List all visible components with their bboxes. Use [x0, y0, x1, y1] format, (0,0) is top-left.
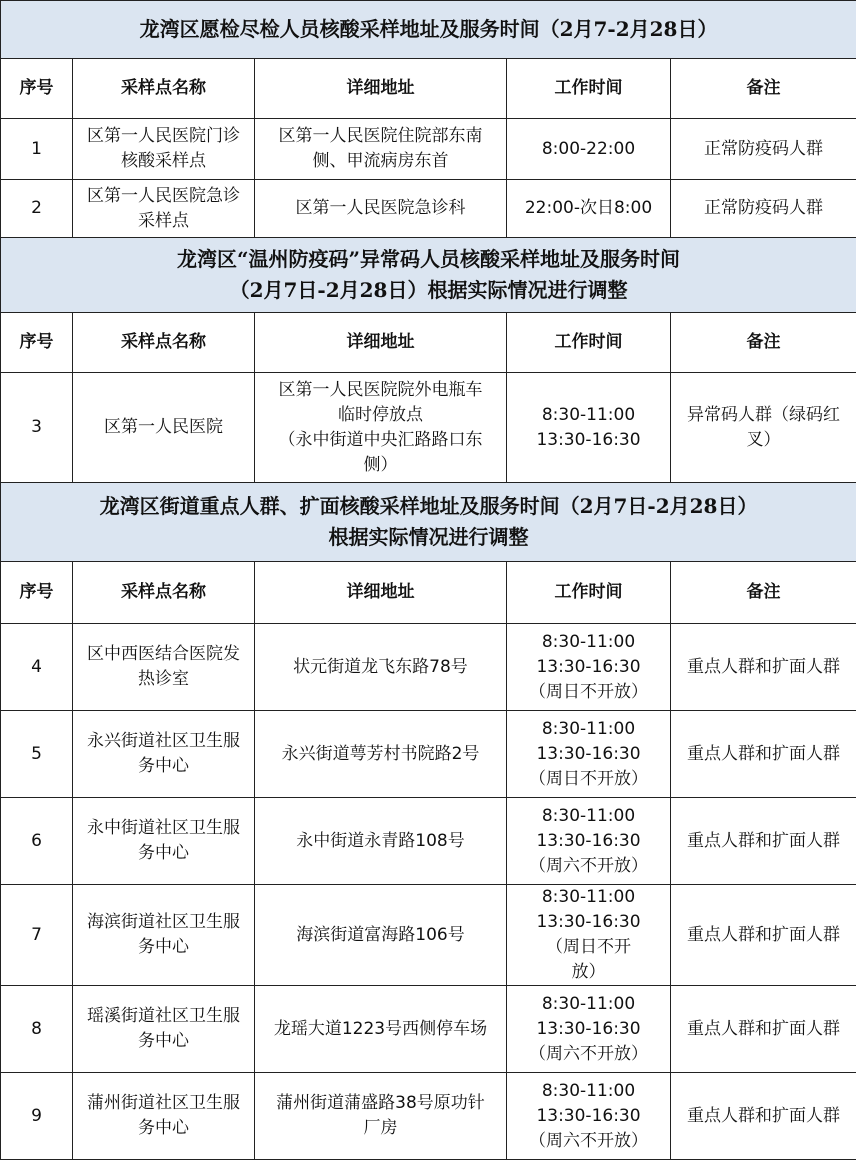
section-title — [1, 483, 856, 562]
cell-line: 正常防疫码人群 — [677, 196, 850, 221]
column-header: 备注 — [671, 59, 856, 119]
column-header: 工作时间 — [507, 59, 671, 119]
cell-line: 13:30-16:30 — [513, 1017, 664, 1042]
column-header: 详细地址 — [255, 59, 507, 119]
site-address — [255, 624, 507, 711]
table-row — [1, 624, 856, 711]
cell-line: （周六不开放） — [513, 854, 664, 879]
row-note — [671, 885, 856, 986]
cell-line: 8:30-11:00 — [513, 804, 664, 829]
column-header: 详细地址 — [255, 562, 507, 624]
cell-line: （周日不开 — [513, 935, 664, 960]
cell-line: 叉） — [677, 428, 850, 453]
site-address — [255, 986, 507, 1073]
cell-line: 8:30-11:00 — [513, 1079, 664, 1104]
table-row — [1, 180, 856, 238]
column-header-row — [1, 59, 856, 119]
site-address — [255, 119, 507, 180]
cell-line: 正常防疫码人群 — [677, 137, 850, 162]
column-header: 采样点名称 — [73, 313, 255, 373]
table-row — [1, 373, 856, 483]
row-note — [671, 180, 856, 238]
table-row — [1, 1073, 856, 1160]
site-address — [255, 180, 507, 238]
cell-line: 8:30-11:00 — [513, 717, 664, 742]
cell-line: 区第一人民医院门诊 — [79, 124, 248, 149]
site-address — [255, 798, 507, 885]
working-hours — [507, 986, 671, 1073]
cell-line: 8:30-11:00 — [513, 885, 664, 910]
cell-line: 瑶溪街道社区卫生服 — [79, 1004, 248, 1029]
cell-line: 龙湾区街道重点人群、扩面核酸采样地址及服务时间（2月7日-2月28日） — [11, 491, 846, 522]
column-header: 工作时间 — [507, 313, 671, 373]
cell-line: 重点人群和扩面人群 — [677, 655, 850, 680]
cell-line: 务中心 — [79, 754, 248, 779]
site-address — [255, 1073, 507, 1160]
cell-line: （周日不开放） — [513, 767, 664, 792]
cell-line: 放） — [513, 960, 664, 985]
column-header: 序号 — [1, 562, 73, 624]
cell-line: 8:30-11:00 — [513, 630, 664, 655]
cell-line: 区中西医结合医院发 — [79, 642, 248, 667]
column-header: 工作时间 — [507, 562, 671, 624]
column-header: 序号 — [1, 59, 73, 119]
cell-line: 8:30-11:00 — [513, 992, 664, 1017]
row-note — [671, 373, 856, 483]
column-header-row — [1, 313, 856, 373]
cell-line: 采样点 — [79, 209, 248, 234]
column-header: 序号 — [1, 313, 73, 373]
cell-line: 永中街道永青路108号 — [261, 829, 500, 854]
section-title-row — [1, 483, 856, 562]
cell-line: 8:30-11:00 — [513, 403, 664, 428]
column-header: 备注 — [671, 313, 856, 373]
cell-line: 重点人群和扩面人群 — [677, 1104, 850, 1129]
cell-line: 永兴街道社区卫生服 — [79, 729, 248, 754]
table-row — [1, 119, 856, 180]
cell-line: 区第一人民医院急诊科 — [261, 196, 500, 221]
site-name — [73, 180, 255, 238]
row-number: 2 — [1, 180, 73, 238]
table-row — [1, 986, 856, 1073]
cell-line: （2月7日-2月28日）根据实际情况进行调整 — [11, 275, 846, 306]
column-header: 采样点名称 — [73, 562, 255, 624]
site-name — [73, 885, 255, 986]
cell-line: 海滨街道富海路106号 — [261, 923, 500, 948]
cell-line: 8:00-22:00 — [513, 137, 664, 162]
cell-line: （周六不开放） — [513, 1129, 664, 1154]
row-number: 4 — [1, 624, 73, 711]
cell-line: （周日不开放） — [513, 680, 664, 705]
cell-line: 13:30-16:30 — [513, 1104, 664, 1129]
row-note — [671, 798, 856, 885]
cell-line: 区第一人民医院 — [79, 415, 248, 440]
cell-line: 侧） — [261, 453, 500, 478]
column-header: 备注 — [671, 562, 856, 624]
cell-line: 务中心 — [79, 1029, 248, 1054]
cell-line: 务中心 — [79, 841, 248, 866]
row-note — [671, 119, 856, 180]
section-title — [1, 1, 856, 59]
cell-line: 区第一人民医院住院部东南 — [261, 124, 500, 149]
row-number: 9 — [1, 1073, 73, 1160]
row-note — [671, 624, 856, 711]
cell-line: 状元街道龙飞东路78号 — [261, 655, 500, 680]
working-hours — [507, 711, 671, 798]
working-hours — [507, 373, 671, 483]
row-number: 3 — [1, 373, 73, 483]
working-hours — [507, 1073, 671, 1160]
cell-line: 22:00-次日8:00 — [513, 196, 664, 221]
cell-line: 蒲州街道社区卫生服 — [79, 1091, 248, 1116]
site-name — [73, 798, 255, 885]
cell-line: 永兴街道萼芳村书院路2号 — [261, 742, 500, 767]
cell-line: （周六不开放） — [513, 1042, 664, 1067]
working-hours — [507, 119, 671, 180]
cell-line: 蒲州街道蒲盛路38号原功针 — [261, 1091, 500, 1116]
row-number: 7 — [1, 885, 73, 986]
site-address — [255, 711, 507, 798]
section-title — [1, 238, 856, 313]
cell-line: 根据实际情况进行调整 — [11, 522, 846, 553]
site-name — [73, 1073, 255, 1160]
section-title-row — [1, 1, 856, 59]
row-note — [671, 1073, 856, 1160]
site-name — [73, 119, 255, 180]
working-hours — [507, 624, 671, 711]
cell-line: 13:30-16:30 — [513, 910, 664, 935]
site-address — [255, 885, 507, 986]
cell-line: 重点人群和扩面人群 — [677, 742, 850, 767]
cell-line: 区第一人民医院院外电瓶车 — [261, 378, 500, 403]
row-number: 8 — [1, 986, 73, 1073]
working-hours — [507, 180, 671, 238]
site-name — [73, 986, 255, 1073]
cell-line: 13:30-16:30 — [513, 742, 664, 767]
cell-line: 侧、甲流病房东首 — [261, 149, 500, 174]
cell-line: 热诊室 — [79, 667, 248, 692]
cell-line: 13:30-16:30 — [513, 428, 664, 453]
site-address — [255, 373, 507, 483]
working-hours — [507, 798, 671, 885]
cell-line: 务中心 — [79, 935, 248, 960]
column-header: 采样点名称 — [73, 59, 255, 119]
cell-line: 重点人群和扩面人群 — [677, 829, 850, 854]
row-note — [671, 986, 856, 1073]
site-name — [73, 373, 255, 483]
cell-line: 务中心 — [79, 1116, 248, 1141]
cell-line: 13:30-16:30 — [513, 829, 664, 854]
cell-line: 厂房 — [261, 1116, 500, 1141]
cell-line: 核酸采样点 — [79, 149, 248, 174]
cell-line: 龙瑶大道1223号西侧停车场 — [261, 1017, 500, 1042]
site-name — [73, 711, 255, 798]
cell-line: 重点人群和扩面人群 — [677, 1017, 850, 1042]
column-header: 详细地址 — [255, 313, 507, 373]
table-row — [1, 711, 856, 798]
cell-line: 13:30-16:30 — [513, 655, 664, 680]
cell-line: 异常码人群（绿码红 — [677, 403, 850, 428]
cell-line: 重点人群和扩面人群 — [677, 923, 850, 948]
row-number: 6 — [1, 798, 73, 885]
table-row — [1, 885, 856, 986]
table-row — [1, 798, 856, 885]
cell-line: 区第一人民医院急诊 — [79, 184, 248, 209]
column-header-row — [1, 562, 856, 624]
row-number: 5 — [1, 711, 73, 798]
row-note — [671, 711, 856, 798]
working-hours — [507, 885, 671, 986]
cell-line: 临时停放点 — [261, 403, 500, 428]
cell-line: 海滨街道社区卫生服 — [79, 910, 248, 935]
cell-line: 龙湾区“温州防疫码”异常码人员核酸采样地址及服务时间 — [11, 244, 846, 275]
cell-line: 永中街道社区卫生服 — [79, 816, 248, 841]
site-name — [73, 624, 255, 711]
cell-line: 龙湾区愿检尽检人员核酸采样地址及服务时间（2月7-2月28日） — [11, 14, 846, 45]
cell-line: （永中街道中央汇路路口东 — [261, 428, 500, 453]
row-number: 1 — [1, 119, 73, 180]
section-title-row — [1, 238, 856, 313]
